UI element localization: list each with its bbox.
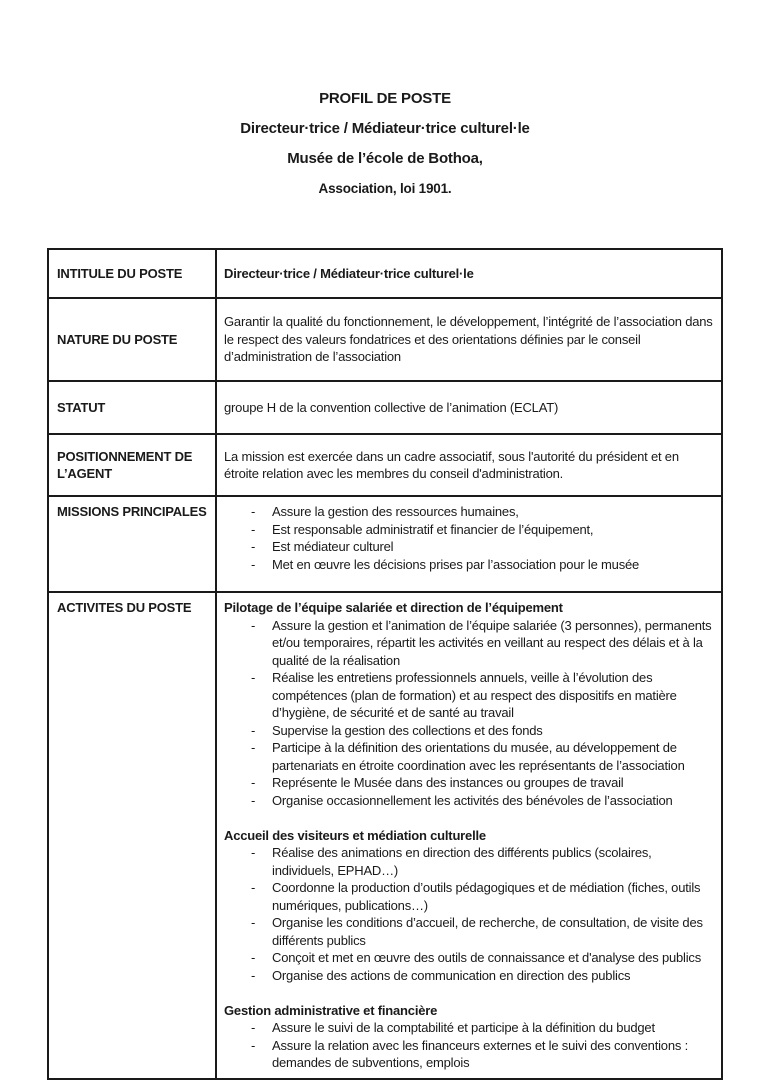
- bullet-item: - Met en œuvre les décisions prises par l’association pour le musée: [224, 556, 713, 574]
- bullet-item: - Participe à la définition des orientations du musée, au développement de partenariats en étroite coordination avec les représentants de l’association: [224, 739, 713, 774]
- pilotage-bullet-list: [224, 617, 713, 810]
- bullet-item: - Réalise les entretiens professionnels annuels, veille à l’évolution des compétences (plan de formation) et au respect des dispositifs en matière d’hygiène, de sécurité et de santé au travail: [224, 669, 713, 722]
- row-label-activites: ACTIVITES DU POSTE: [48, 592, 216, 1079]
- job-profile-table: [47, 248, 723, 1080]
- activity-section-pilotage: [224, 599, 713, 809]
- row-value-activites: [216, 592, 722, 1079]
- gestion-bullet-list: [224, 1019, 713, 1072]
- bullet-item: - Réalise des animations en direction des différents publics (scolaires, individuels, EPHAD…): [224, 844, 713, 879]
- row-label-nature: NATURE DU POSTE: [48, 298, 216, 381]
- activity-section-accueil: [224, 827, 713, 985]
- row-label-missions: MISSIONS PRINCIPALES: [48, 496, 216, 592]
- table-row-missions: [48, 496, 722, 592]
- bullet-item: - Assure la relation avec les financeurs externes et le suivi des conventions : demandes de subventions, emplois: [224, 1037, 713, 1072]
- document-title-block: [0, 0, 770, 204]
- row-value-nature: Garantir la qualité du fonctionnement, le développement, l’intégrité de l’association dans le respect des valeurs fondatrices et des orientations définies par le conseil d’administration de l’association: [216, 298, 722, 381]
- section-heading-pilotage: Pilotage de l’équipe salariée et direction de l’équipement: [224, 600, 563, 615]
- table-row-positionnement: [48, 434, 722, 496]
- row-value-statut: groupe H de la convention collective de l’animation (ECLAT): [216, 381, 722, 434]
- row-value-missions: [216, 496, 722, 592]
- row-value-positionnement: La mission est exercée dans un cadre associatif, sous l'autorité du président et en étroite relation avec les membres du conseil d'administration.: [216, 434, 722, 496]
- bullet-item: - Représente le Musée dans des instances ou groupes de travail: [224, 774, 713, 792]
- bullet-item: - Conçoit et met en œuvre des outils de connaissance et d'analyse des publics: [224, 949, 713, 967]
- bullet-item: - Est médiateur culturel: [224, 538, 713, 556]
- bullet-item: - Assure la gestion et l’animation de l’équipe salariée (3 personnes), permanents et/ou temporaires, répartit les activités en veillant au respect des délais et à la qualité de la réalisation: [224, 617, 713, 670]
- document-subtitle-role: Directeur·trice / Médiateur·trice culturel·le: [240, 120, 530, 137]
- document-subtitle-organisation: Musée de l’école de Bothoa,: [287, 150, 483, 167]
- intitule-value-text: Directeur·trice / Médiateur·trice culturel·le: [224, 265, 474, 281]
- table-row-activites: [48, 592, 722, 1079]
- bullet-item: - Organise occasionnellement les activités des bénévoles de l’association: [224, 792, 713, 810]
- table-row-statut: [48, 381, 722, 434]
- bullet-item: - Supervise la gestion des collections et des fonds: [224, 722, 713, 740]
- row-label-statut: STATUT: [48, 381, 216, 434]
- bullet-item: - Coordonne la production d’outils pédagogiques et de médiation (fiches, outils numériques, publications…): [224, 879, 713, 914]
- row-label-intitule: INTITULE DU POSTE: [48, 249, 216, 298]
- row-label-positionnement: POSITIONNEMENT DE L’AGENT: [48, 434, 216, 496]
- section-heading-gestion: Gestion administrative et financière: [224, 1002, 438, 1018]
- table-row-nature: [48, 298, 722, 381]
- bullet-item: - Assure le suivi de la comptabilité et participe à la définition du budget: [224, 1019, 713, 1037]
- section-heading-accueil: Accueil des visiteurs et médiation culturelle: [224, 827, 486, 843]
- missions-bullet-list: [224, 503, 713, 573]
- row-value-intitule: [216, 249, 722, 298]
- accueil-bullet-list: [224, 844, 713, 984]
- bullet-item: - Est responsable administratif et financier de l’équipement,: [224, 521, 713, 539]
- bullet-item: - Organise des actions de communication en direction des publics: [224, 967, 713, 985]
- table-row-intitule: [48, 249, 722, 298]
- bullet-item: - Organise les conditions d’accueil, de recherche, de consultation, de visite des différents publics: [224, 914, 713, 949]
- document-title: PROFIL DE POSTE: [319, 90, 451, 107]
- document-subtitle-association: Association, loi 1901.: [318, 181, 452, 196]
- bullet-item: - Assure la gestion des ressources humaines,: [224, 503, 713, 521]
- activity-section-gestion: [224, 1002, 713, 1072]
